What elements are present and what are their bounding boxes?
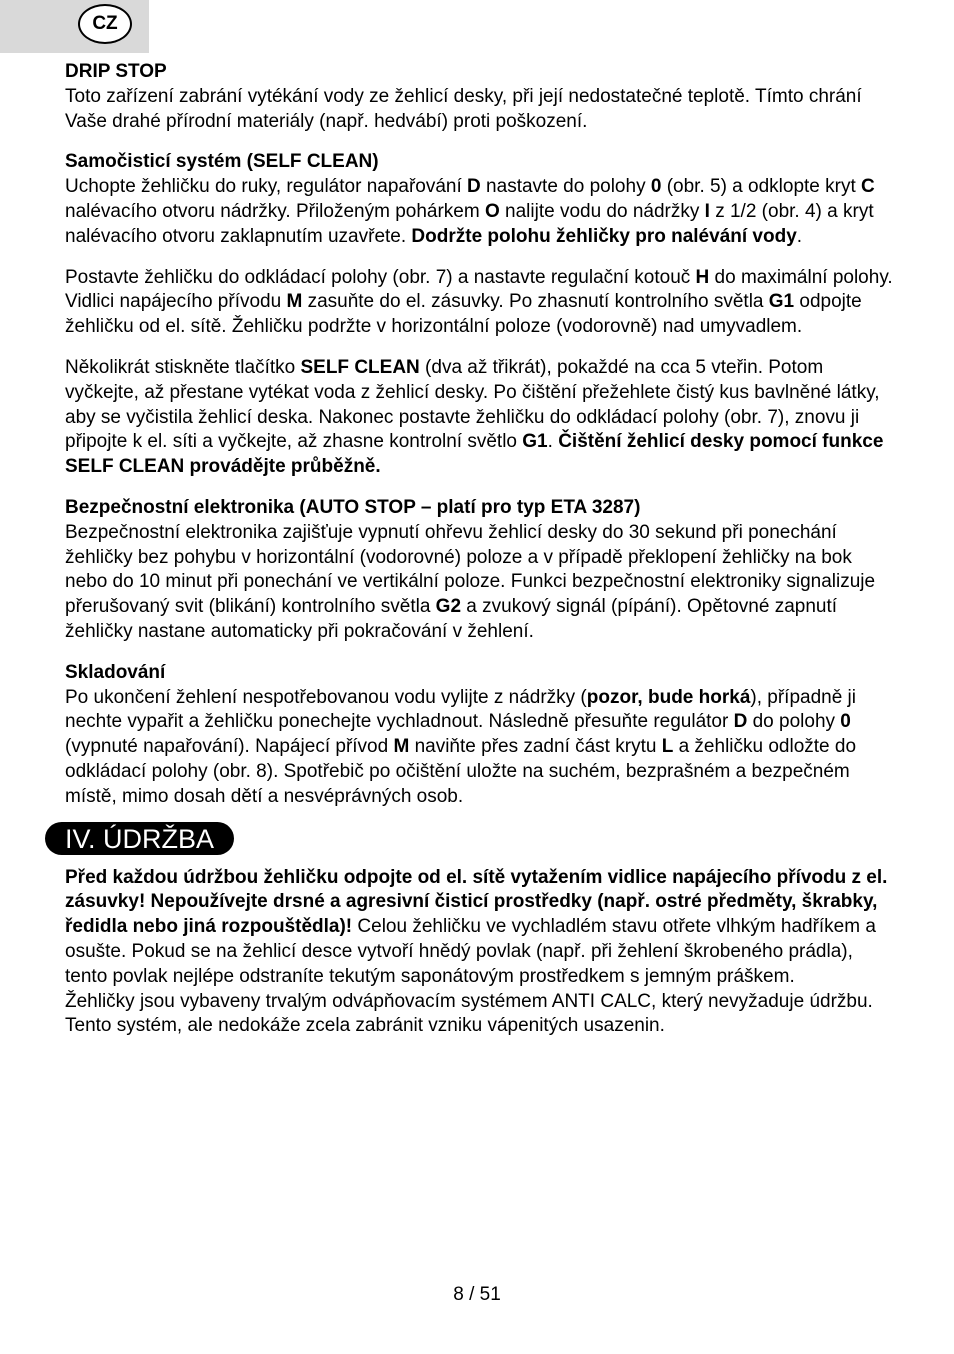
bold-text-run: D xyxy=(467,176,481,198)
document-body xyxy=(65,60,895,1039)
language-badge: CZ xyxy=(78,4,132,44)
bold-text-run: Před každou údržbou žehličku odpojte od el. sítě vytažením vidlice napájecího přívodu z el. zásuvky! Nepoužívejte drsné a agresivní čisticí prostředky (např. ostré předměty, škrabky, ředidla nebo jiná rozpouštědla)! xyxy=(65,866,888,938)
section-drip-stop xyxy=(65,60,895,134)
text-run: do maximální polohy. Vidlici napájecího přívodu xyxy=(65,266,893,313)
bold-text-run: Čištění žehlicí desky pomocí funkce SELF CLEAN provádějte průběžně. xyxy=(65,431,884,478)
page-number: 8 / 51 xyxy=(453,1284,501,1305)
bold-text-run: G1 xyxy=(522,431,548,453)
bold-text-run: G2 xyxy=(435,596,462,618)
text-run: (vypnuté napařování). Napájecí přívod xyxy=(65,736,394,758)
text-run: ), případně ji nechte vypařit a žehličku ponechejte vychladnout. Následně přesuňte regulátor xyxy=(65,686,857,733)
bold-text-run: I xyxy=(704,200,710,222)
text-run: Uchopte žehličku do ruky, regulátor napařování xyxy=(65,176,468,198)
storage-paragraph xyxy=(65,686,895,810)
bold-text-run: G1 xyxy=(768,291,795,313)
bold-text-run: pozor, bude horká xyxy=(586,686,751,708)
maintenance-paragraph-2: Žehličky jsou vybaveny trvalým odvápňovacím systémem ANTI CALC, který nevyžaduje údržbu. Tento systém, ale nedokáže zcela zabránit vzniku vápenitých usazenin. xyxy=(65,990,873,1037)
text-run: (dva až třikrát), pokaždé na cca 5 vteřin. Potom vyčkejte, až přestane vytékat voda z žehlicí desky. Po čištění přežehlete čistý kus bavlněné látky, aby se vyčistila žehlicí deska. Nakonec postavte žehličku do odkládací polohy (obr. 7), znovu ji připojte k el. síti a vyčkejte, až zhasne kontrolní světlo xyxy=(65,356,880,453)
bold-text-run: M xyxy=(393,736,410,758)
text-run: zasuňte do el. zásuvky. Po zhasnutí kontrolního světla xyxy=(302,291,769,313)
drip-stop-text: Toto zařízení zabrání vytékání vody ze žehlicí desky, při její nedostatečné teplotě. Tímto chrání Vaše drahé přírodní materiály (např. hedvábí) proti poškození. xyxy=(65,85,862,132)
text-run: nalijte vodu do nádržky xyxy=(499,200,705,222)
bold-text-run: Dodržte polohu žehličky pro nalévání vody xyxy=(411,225,797,247)
text-run: Celou žehličku ve vychladlém stavu otřete vlhkým hadříkem a osušte. Pokud se na žehlicí desce vytvoří hnědý povlak (např. při žehlení škrobeného prádla), tento povlak nejlépe odstraníte tekutým saponátovým prostředkem s jemným práškem. xyxy=(65,916,876,987)
text-run: Bezpečnostní elektronika zajišťuje vypnutí ohřevu žehlicí desky do 30 sekund při ponechání žehličky bez pohybu v horizontální (vodorovné) poloze a v případě překlopení žehličky na bok nebo do 10 minut při ponechání ve vertikální poloze. Funkci bezpečnostní elektroniky signalizuje přerušovaný svit (blikání) kontrolního světla xyxy=(65,521,876,618)
auto-stop-title: Bezpečnostní elektronika (AUTO STOP – platí pro typ ETA 3287) xyxy=(65,496,641,518)
text-run: nastavte do polohy xyxy=(480,176,651,198)
text-run: naviňte přes zadní část krytu xyxy=(409,736,662,758)
section-auto-stop xyxy=(65,496,895,645)
text-run: . xyxy=(796,225,803,247)
bold-text-run: L xyxy=(661,736,674,758)
bold-text-run: H xyxy=(695,266,710,288)
bold-text-run: 0 xyxy=(840,711,851,733)
bold-text-run: M xyxy=(286,291,303,313)
self-clean-paragraph-2 xyxy=(65,266,895,340)
drip-stop-title: DRIP STOP xyxy=(65,61,167,82)
storage-title: Skladování xyxy=(65,661,166,683)
bold-text-run: O xyxy=(484,200,500,222)
maintenance-heading: IV. ÚDRŽBA xyxy=(45,822,234,855)
text-run: odpojte žehličku od el. sítě. Žehličku podržte v horizontální poloze (vodorovně) nad umyvadlem. xyxy=(65,291,862,338)
text-run: z 1/2 (obr. 4) a kryt nalévacího otvoru zaklapnutím uzavřete. xyxy=(65,200,874,247)
bold-text-run: D xyxy=(733,711,748,733)
text-run: nalévacího otvoru nádržky. Přiloženým pohárkem xyxy=(65,200,485,222)
text-run: . xyxy=(547,431,559,453)
self-clean-title: Samočisticí systém (SELF CLEAN) xyxy=(65,151,379,173)
self-clean-paragraph-3 xyxy=(65,356,895,480)
text-run: Po ukončení žehlení nespotřebovanou vodu vylijte z nádržky ( xyxy=(65,686,587,708)
bold-text-run: 0 xyxy=(650,176,662,198)
section-maintenance xyxy=(65,866,895,1040)
language-tab xyxy=(0,0,149,53)
text-run: a žehličku odložte do odkládací polohy (obr. 8). Spotřebič po očištění uložte na suchém, bezprašném a bezpečném místě, mimo dosah dětí a nesvéprávných osob. xyxy=(65,736,857,807)
self-clean-paragraph-1 xyxy=(65,175,895,249)
bold-text-run: SELF CLEAN xyxy=(300,356,420,378)
section-storage xyxy=(65,661,895,810)
text-run: a zvukový signál (pípání). Opětovné zapnutí žehličky nastane automaticky při pokračování v žehlení. xyxy=(65,596,838,642)
text-run: (obr. 5) a odklopte kryt xyxy=(661,176,862,198)
section-self-clean xyxy=(65,150,895,249)
text-run: do polohy xyxy=(747,711,841,733)
text-run: Několikrát stiskněte tlačítko xyxy=(65,356,301,378)
text-run: Postavte žehličku do odkládací polohy (obr. 7) a nastavte regulační kotouč xyxy=(65,266,696,288)
maintenance-paragraph-1 xyxy=(65,866,895,990)
bold-text-run: C xyxy=(861,176,875,198)
auto-stop-paragraph xyxy=(65,521,895,645)
